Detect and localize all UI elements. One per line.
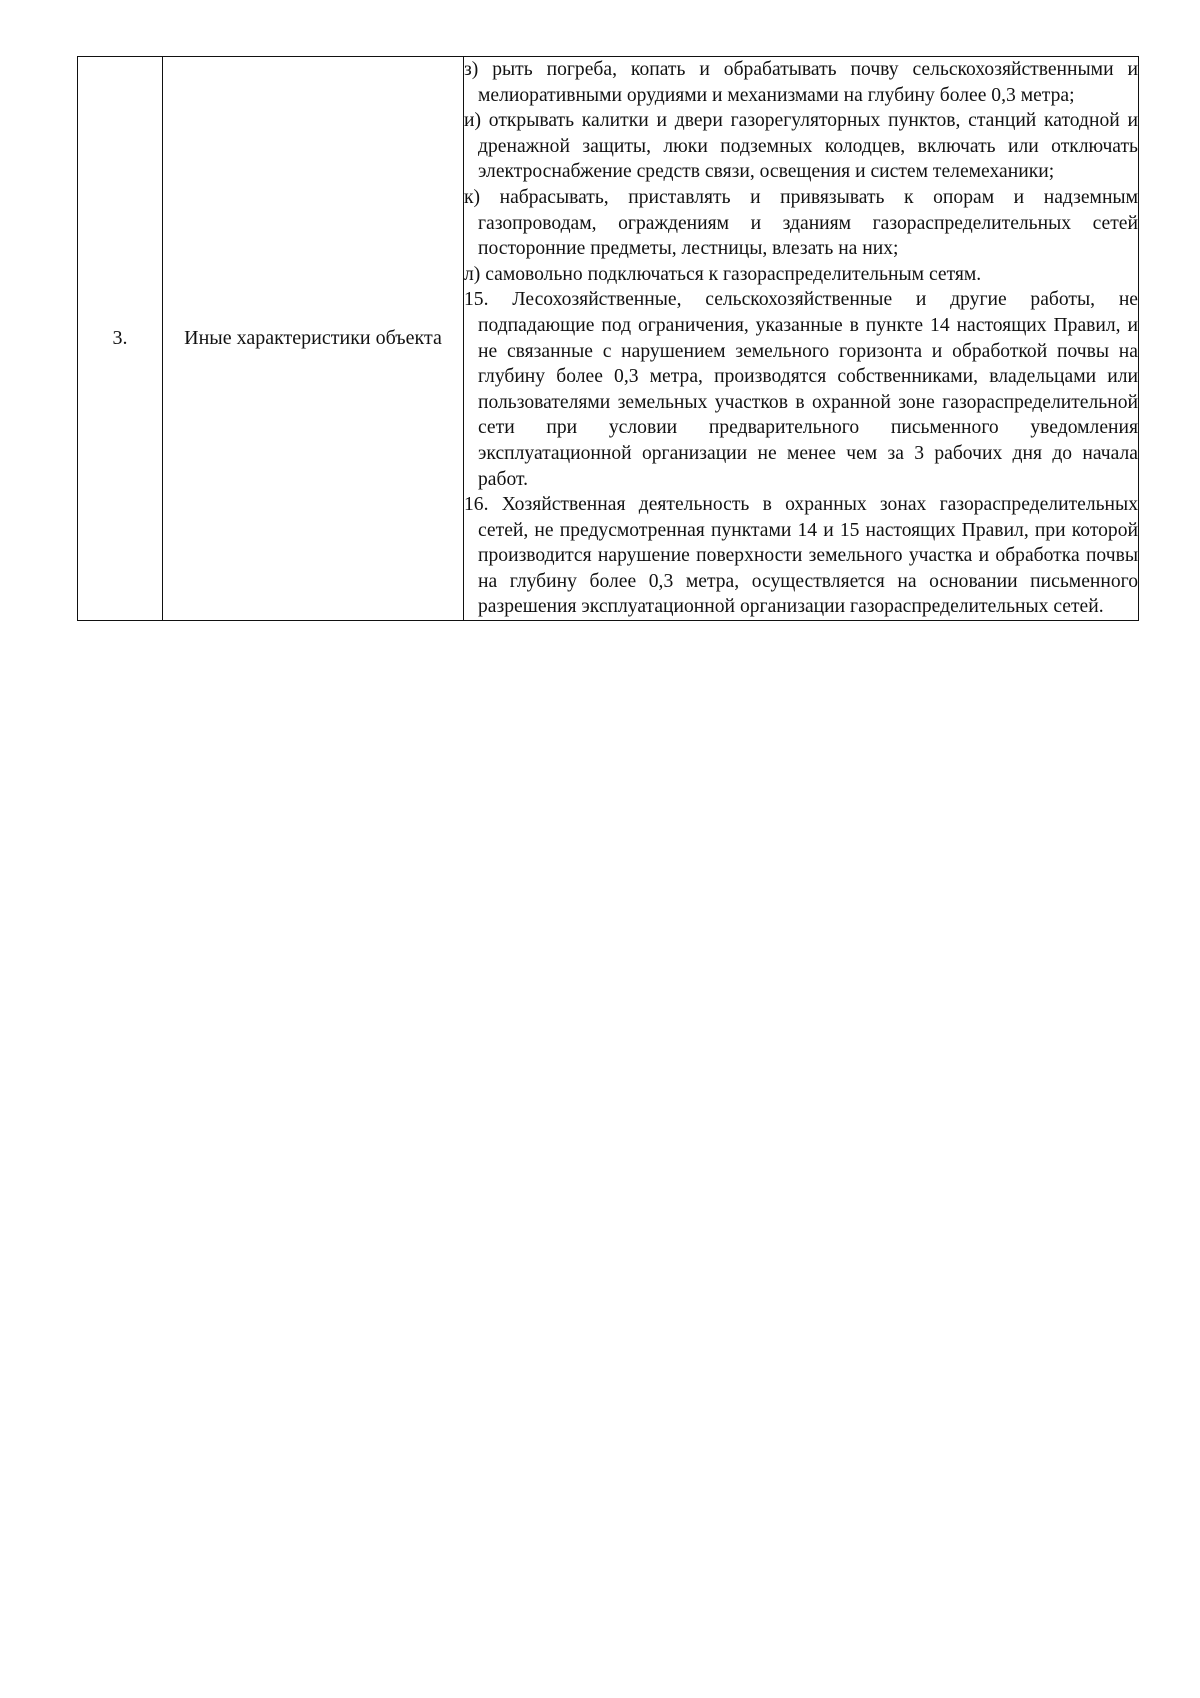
row-number-cell (78, 57, 163, 621)
paragraph-k: к) набрасывать, приставлять и привязывать к опорам и надземным газопроводам, ограждениям и зданиям газораспределительных сетей посторонние предметы, лестницы, влезать на них; (464, 186, 1138, 260)
row-number: 3. (112, 327, 128, 350)
row-name: Иные характеристики объекта (184, 327, 442, 350)
characteristics-table (77, 56, 1139, 621)
row-text-cell (464, 57, 1139, 621)
paragraph-l: л) самовольно подключаться к газораспределительным сетям. (464, 263, 982, 285)
paragraph-15: 15. Лесохозяйственные, сельскохозяйственные и другие работы, не подпадающие под ограничения, указанные в пункте 14 настоящих Правил, и не связанные с нарушением земельного горизонта и обработкой почвы на глубину более 0,3 метра, производятся собственниками, владельцами или пользователями земельных участков в охранной зоне газораспределительной сети при условии предварительного письменного уведомления эксплуатационной организации не менее чем за 3 рабочих дня до начала работ. (464, 289, 1138, 490)
row-name-cell (163, 57, 464, 621)
paragraph-z: з) рыть погреба, копать и обрабатывать почву сельскохозяйственными и мелиоративными орудиями и механизмами на глубину более 0,3 метра; (464, 59, 1138, 106)
table-row (78, 57, 1139, 621)
paragraph-16: 16. Хозяйственная деятельность в охранных зонах газораспределительных сетей, не предусмотренная пунктами 14 и 15 настоящих Правил, при которой производится нарушение поверхности земельного участка и обработка почвы на глубину более 0,3 метра, осуществляется на основании письменного разрешения эксплуатационной организации газораспределительных сетей. (464, 494, 1138, 618)
paragraph-i: и) открывать калитки и двери газорегуляторных пунктов, станций катодной и дренажной защиты, люки подземных колодцев, включать или отключать электроснабжение средств связи, освещения и систем телемеханики; (464, 110, 1138, 183)
